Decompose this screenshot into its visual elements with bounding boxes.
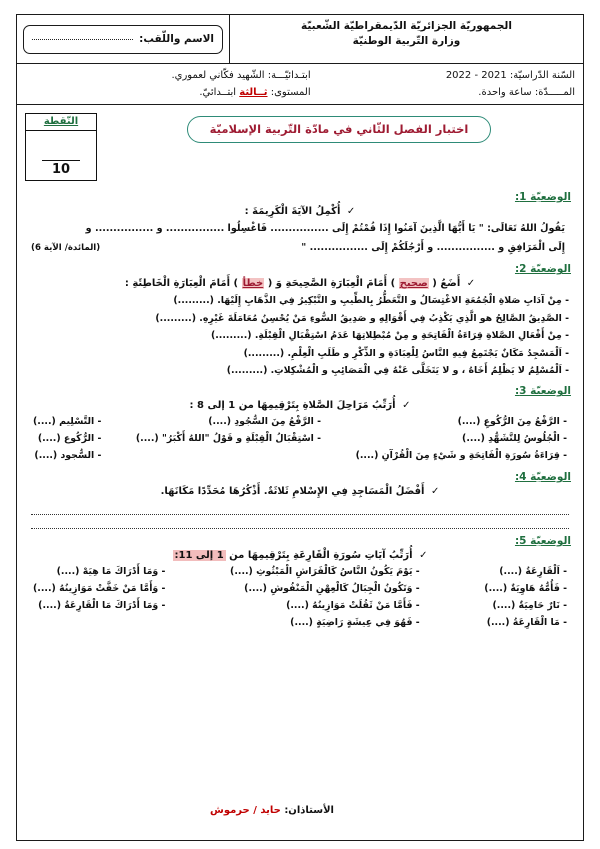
section-5-instruction-pre: أُرَتِّبُ آيَاتِ سُورَةِ الْقَارِعَةِ بِتَرْقِيمِهَا من xyxy=(229,550,413,562)
section-3-range: 1 إلى 8 xyxy=(197,400,236,412)
year-value: 2021 - 2022 xyxy=(445,70,507,81)
list-item[interactable]: - نَارٌ حَامِيَةٌ (....) xyxy=(492,599,567,611)
prayer-stage-row xyxy=(33,414,567,465)
list-item[interactable]: - اَلْقَارِعَةُ (....) xyxy=(499,566,567,578)
header-right-col xyxy=(17,64,319,104)
list-item[interactable]: - الرَّفْعُ مِنَ الرُّكُوعِ (....) xyxy=(457,416,567,428)
title-wrapper xyxy=(105,113,573,143)
teacher-names: حايد / حرموش xyxy=(210,805,281,816)
footer xyxy=(17,805,583,816)
section-2-instruction-post: ) أَمَامَ الْعِبَارَةِ الْخَاطِئَةِ : xyxy=(124,278,239,290)
school-value: الشّهيد فكّاني لعموري. xyxy=(171,70,265,81)
list-item[interactable]: - اَلْمُسْلِمُ لا يَظْلِمُ أَخَاهُ ، و لا يَتَخَلَّى عَنْهُ فِي الْمَصَائِبِ و الْمُشْكِلاتِ. (.........) xyxy=(226,364,569,376)
prayer-stage-col-right xyxy=(356,414,567,465)
verse-line-2-row xyxy=(31,239,565,258)
verse-reference: (المائدة/ الآية 6) xyxy=(31,242,101,253)
level-value: ثــالثة xyxy=(239,87,268,98)
answer-line[interactable] xyxy=(31,501,569,515)
surah-col-left xyxy=(33,564,165,632)
student-name-dotted-line[interactable] xyxy=(32,38,133,40)
section-5-range: 1 إلى 11: xyxy=(174,550,224,562)
header-mid xyxy=(17,64,583,105)
section-2-instruction-pre: أَضَعُ ( xyxy=(432,278,461,290)
section-2-instruction-mid: ) أَمَامَ الْعِبَارَةِ الصَّحِيحَةِ وَ ( xyxy=(267,278,396,290)
list-item[interactable]: - وَمَا أَدْرَاكَ مَا هِيَهْ (....) xyxy=(56,566,166,578)
list-item[interactable]: - الرُّكُوع (....) xyxy=(37,433,102,445)
header-left-col xyxy=(319,64,583,104)
answer-lines xyxy=(31,501,569,529)
section-heading-3: الوضعيّة 3: xyxy=(514,385,571,398)
list-item[interactable]: - وَأَمَّا مَنْ خَفَّتْ مَوَازِينُهُ (....) xyxy=(33,583,166,595)
section-heading-5: الوضعيّة 5: xyxy=(514,535,571,548)
section-heading-4: الوضعيّة 4: xyxy=(514,471,571,484)
section-1-instruction xyxy=(29,206,571,217)
true-keyword: صحيح xyxy=(399,278,428,290)
mark-box xyxy=(25,113,97,181)
header-top xyxy=(17,15,583,64)
school-label: ابتـدائيّـــة: xyxy=(267,70,311,81)
student-name-label: الاسم واللّقب: xyxy=(139,32,214,45)
statement-list xyxy=(31,292,569,379)
surah-col-mid xyxy=(230,564,420,632)
verse-block xyxy=(31,220,565,257)
list-item[interactable]: - التَّسْلِيم (....) xyxy=(33,416,102,428)
school-row xyxy=(25,67,311,84)
level-value-tail: ابتــدائيّ. xyxy=(199,87,237,98)
surah-verse-row xyxy=(33,564,567,632)
duration-label: المـــــدّة: xyxy=(534,87,575,98)
check-icon: ✓ xyxy=(466,278,476,290)
page-title: اختبار الفصل الثّاني في مادّة التّربية الإسلاميّة xyxy=(187,116,492,143)
list-item[interactable]: - وَتَكُونُ الْجِبَالُ كَالْعِهْنِ الْمَنْفُوشِ (....) xyxy=(244,583,420,595)
country-line-1: الجمهوريّة الجزائريّة الدّيمقراطيّة الشّعبيّة xyxy=(301,20,512,32)
section-heading-1: الوضعيّة 1: xyxy=(514,191,571,203)
list-item[interactable]: - مَا الْقَارِعَةُ (....) xyxy=(486,616,567,628)
section-4-instruction xyxy=(29,486,571,497)
section-heading-2: الوضعيّة 2: xyxy=(514,263,571,276)
prayer-stage-col-mid xyxy=(136,414,321,465)
verse-line-1: يَقُولُ اللهُ تَعَالَى: " يَا أَيُّهَا الَّذِينَ آمَنُوا إِذَا قُمْتُمْ إِلَى ................ فَاغْسِلُوا ................ و ................ و xyxy=(85,223,565,234)
country-header xyxy=(229,15,583,63)
exam-body xyxy=(17,183,583,632)
section-1-instruction-text: أُكْمِلُ الآيَةَ الْكَرِيمَةَ : xyxy=(244,206,341,217)
duration-value: ساعة واحدة. xyxy=(478,87,532,98)
list-item[interactable]: - السُّجود (....) xyxy=(34,450,102,462)
list-item[interactable]: - الصَّدِيقُ الصَّالِحُ هو الَّذِي يَكْذِبُ فِي أَقْوَالِهِ و صَدِيقُ السُّوءِ مَنْ يُحْسِنُ مُعَامَلَةَ غَيْرِهِ. (.........) xyxy=(155,312,569,324)
prayer-stage-col-left xyxy=(33,414,101,465)
list-item[interactable]: - الْجُلُوسُ لِلتَّشَهُّدِ (....) xyxy=(462,433,567,445)
list-item[interactable]: - مِنْ أَفْعَالِ الصَّلاةِ قِرَاءَةُ الْفَاتِحَةِ و مِنْ مُبْطِلاتِهَا عَدَمُ اسْتِقْبَالِ الْقِبْلَةِ. (.........) xyxy=(210,330,569,342)
section-3-instruction-pre: أُرَتِّبُ مَرَاحِلَ الصَّلاةِ بِتَرْقِيمِهَا من xyxy=(238,400,396,412)
year-row xyxy=(327,67,575,84)
mark-label: النّقطة xyxy=(26,114,96,131)
title-row xyxy=(17,105,583,183)
country-line-2: وزارة التّربية الوطنيّة xyxy=(352,35,461,48)
list-item[interactable]: - يَوْمَ يَكُونُ النَّاسُ كَالْفَرَاشِ الْمَبْثُوثِ (....) xyxy=(230,566,420,578)
answer-line[interactable] xyxy=(31,515,569,529)
mark-total: 10 xyxy=(51,162,71,177)
check-icon: ✓ xyxy=(402,400,411,412)
list-item[interactable]: - فَهُوَ فِي عِيشَةٍ رَاضِيَةٍ (....) xyxy=(290,616,420,628)
mark-entry-area[interactable] xyxy=(26,131,96,180)
teacher-label: الأستاذان: xyxy=(284,805,334,816)
section-4-instruction-text: أَفْضَلُ الْمَسَاجِدِ فِي الإِسْلامِ ثَلاثَةٌ. أَذْكُرُهَا مُحَدِّدًا مَكَانَهَا. xyxy=(160,486,425,498)
section-5-instruction xyxy=(29,550,571,561)
list-item[interactable]: - اسْتِقْبَالُ الْقِبْلَةِ و قَوْلُ "اللهُ أَكْبَرُ" (....) xyxy=(135,433,322,445)
student-name-box[interactable] xyxy=(23,25,223,54)
level-label: المستوى: xyxy=(270,87,311,98)
list-item[interactable]: - مِنْ آدَابِ صَلاةِ الْجُمُعَةِ الاغْتِسَالُ و التَّعَطُّرُ بِالطِّيبِ و التَّبْكِيرُ فِي الذَّهَابِ إِلَيْهَا. (.........) xyxy=(173,295,569,307)
mark-divider xyxy=(42,160,80,161)
list-item[interactable]: - قِرَاءَةُ سُورَةِ الْفَاتِحَةِ و شَيْءٍ مِنَ الْقُرْآنِ (....) xyxy=(355,450,567,462)
check-icon: ✓ xyxy=(430,486,440,498)
list-item[interactable]: - اَلْمَسْجِدُ مَكَانٌ يَجْتَمِعُ فِيهِ النَّاسُ لِلْعِبَادَةِ و الذِّكْرِ و طَلَبِ الْعِلْمِ. (.........) xyxy=(243,347,569,359)
list-item[interactable]: - فَأَمَّا مَنْ ثَقُلَتْ مَوَازِينُهُ (....) xyxy=(286,599,420,611)
section-3-instruction xyxy=(29,400,571,411)
section-2-instruction xyxy=(29,278,571,289)
false-keyword: خطأ xyxy=(242,278,264,290)
list-item[interactable]: - الرَّفْعُ مِنَ السُّجُودِ (....) xyxy=(208,416,322,428)
section-3-instruction-post: : xyxy=(189,400,194,412)
list-item[interactable]: - فَأُمُّهُ هَاوِيَةٌ (....) xyxy=(484,583,567,595)
level-row xyxy=(25,84,311,101)
surah-col-right xyxy=(484,564,567,632)
year-label: السّنة الدّراسيّة: xyxy=(509,70,575,81)
check-icon: ✓ xyxy=(419,550,428,562)
name-field-cell xyxy=(17,15,229,63)
verse-line-2: إِلَى الْمَرَافِقِ و ................ و أَرْجُلَكُمْ إِلَى ................ " xyxy=(301,241,565,253)
footer-inner xyxy=(210,805,334,816)
exam-sheet xyxy=(16,14,584,841)
check-icon: ✓ xyxy=(346,206,356,217)
list-item[interactable]: - وَمَا أَدْرَاكَ مَا الْقَارِعَةُ (....) xyxy=(38,599,166,611)
duration-row xyxy=(327,84,575,101)
